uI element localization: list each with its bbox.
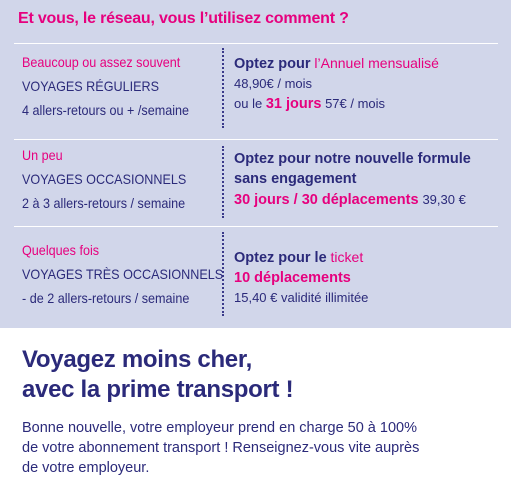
usage-title: Beaucoup ou assez souvent: [22, 54, 181, 70]
promo-title-line-2: avec la prime transport !: [22, 376, 294, 403]
usage-frequency: 4 allers-retours ou + /semaine: [22, 102, 190, 118]
offer-lead: Optez pour: [234, 56, 311, 72]
column-divider-1: [222, 48, 224, 128]
usage-cell-rare: [22, 238, 246, 310]
section-heading: Et vous, le réseau, vous l’utilisez comment ?: [18, 10, 349, 27]
offer-cell-ticket: [234, 247, 368, 308]
offer-price: 48,90€ / mois: [234, 76, 313, 91]
usage-category: VOYAGES RÉGULIERS: [22, 78, 160, 94]
offer-price: 15,40 € validité illimitée: [234, 290, 369, 305]
offer-name: ticket: [330, 249, 364, 265]
offer-name-2: 10 déplacements: [234, 270, 351, 286]
offer-price: 39,30 €: [422, 192, 466, 207]
usage-cell-occasional: [22, 143, 205, 215]
usage-title: Quelques fois: [22, 242, 100, 258]
usage-frequency: 2 à 3 allers-retours / semaine: [22, 195, 186, 211]
offer-name: 30 jours / 30 déplacements: [234, 192, 419, 208]
offer-or: ou le: [234, 96, 263, 111]
usage-category: VOYAGES TRÈS OCCASIONNELS: [22, 266, 224, 282]
promo-title: [22, 345, 293, 405]
column-divider-2: [222, 146, 224, 218]
promo-text: [22, 418, 502, 478]
offer-lead: Optez pour notre nouvelle formule: [234, 151, 471, 167]
usage-category: VOYAGES OCCASIONNELS: [22, 171, 187, 187]
offer-name: l’Annuel mensualisé: [314, 55, 439, 71]
promo-text-line-1: Bonne nouvelle, votre employeur prend en charge 50 à 100%: [22, 420, 417, 436]
offer-lead: Optez pour le: [234, 250, 327, 266]
offer-cell-no-commitment: [234, 149, 471, 210]
offer-name-2: 31 jours: [265, 96, 322, 112]
promo-text-line-2: de votre abonnement transport ! Renseignez-vous vite auprès: [22, 440, 420, 456]
offer-price-2: 57€ / mois: [325, 96, 386, 111]
usage-frequency: - de 2 allers-retours / semaine: [22, 290, 190, 306]
divider-row-1: [14, 139, 498, 140]
usage-cell-frequent: [22, 50, 208, 122]
usage-title: Un peu: [22, 147, 63, 163]
promo-text-line-3: de votre employeur.: [22, 460, 150, 476]
divider-top: [14, 43, 498, 44]
offer-cell-annual: [234, 53, 439, 114]
divider-row-2: [14, 226, 498, 227]
promo-title-line-1: Voyagez moins cher,: [22, 346, 252, 373]
offer-lead-2: sans engagement: [234, 171, 357, 187]
